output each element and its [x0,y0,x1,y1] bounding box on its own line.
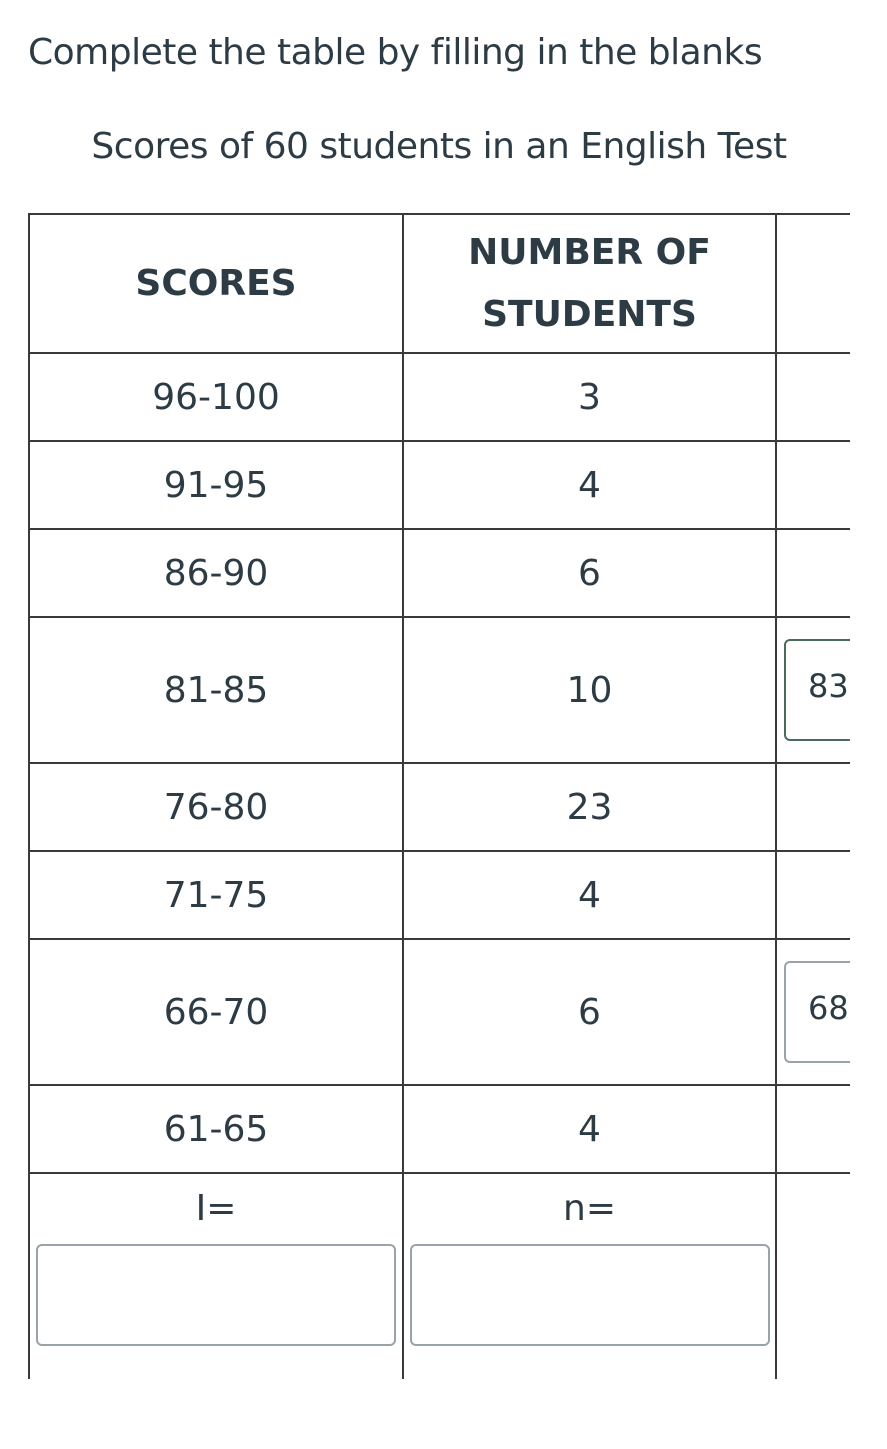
input-cell [776,617,850,763]
frequency-table-container [28,213,850,1379]
scores-cell: 86-90 [29,529,403,617]
midpoint-input-value: 68 [808,989,849,1027]
header-students-line1: NUMBER OF [468,231,711,273]
header-scores: SCORES [29,214,403,353]
students-cell: 6 [403,529,776,617]
totals-row [29,1173,850,1379]
scores-cell: 76-80 [29,763,403,851]
table-row [29,441,850,529]
students-cell: 4 [403,1085,776,1173]
students-cell: 6 [403,939,776,1085]
interval-label: I= [195,1188,237,1229]
input-cell [776,939,850,1085]
blank-cell [776,851,850,939]
blank-cell [776,763,850,851]
scores-cell: 66-70 [29,939,403,1085]
table-header-row [29,214,850,353]
students-cell: 4 [403,441,776,529]
students-cell: 10 [403,617,776,763]
interval-input[interactable] [36,1244,396,1346]
students-cell: 3 [403,353,776,441]
students-cell: 4 [403,851,776,939]
blank-cell [776,1173,850,1379]
blank-cell [776,353,850,441]
midpoint-input-value: 83 [808,667,849,705]
frequency-table [28,213,850,1379]
header-number-of-students [403,214,776,353]
scores-cell: 61-65 [29,1085,403,1173]
table-row [29,529,850,617]
table-row [29,617,850,763]
students-cell: 23 [403,763,776,851]
table-row [29,763,850,851]
blank-cell [776,529,850,617]
n-input[interactable] [410,1244,770,1346]
n-label: n= [563,1188,616,1229]
scores-cell: 96-100 [29,353,403,441]
table-row [29,1085,850,1173]
n-cell [403,1173,776,1379]
scores-cell: 71-75 [29,851,403,939]
scores-cell: 91-95 [29,441,403,529]
midpoint-input-81-85[interactable] [784,639,850,741]
blank-cell [776,441,850,529]
table-row [29,939,850,1085]
interval-cell [29,1173,403,1379]
table-row [29,851,850,939]
blank-cell [776,1085,850,1173]
instruction-text: Complete the table by filling in the blanks [28,32,763,73]
midpoint-input-66-70[interactable] [784,961,850,1063]
scores-cell: 81-85 [29,617,403,763]
table-row [29,353,850,441]
header-students-line2: STUDENTS [482,293,697,335]
table-caption: Scores of 60 students in an English Test [91,126,787,167]
header-midpoint [776,214,850,353]
